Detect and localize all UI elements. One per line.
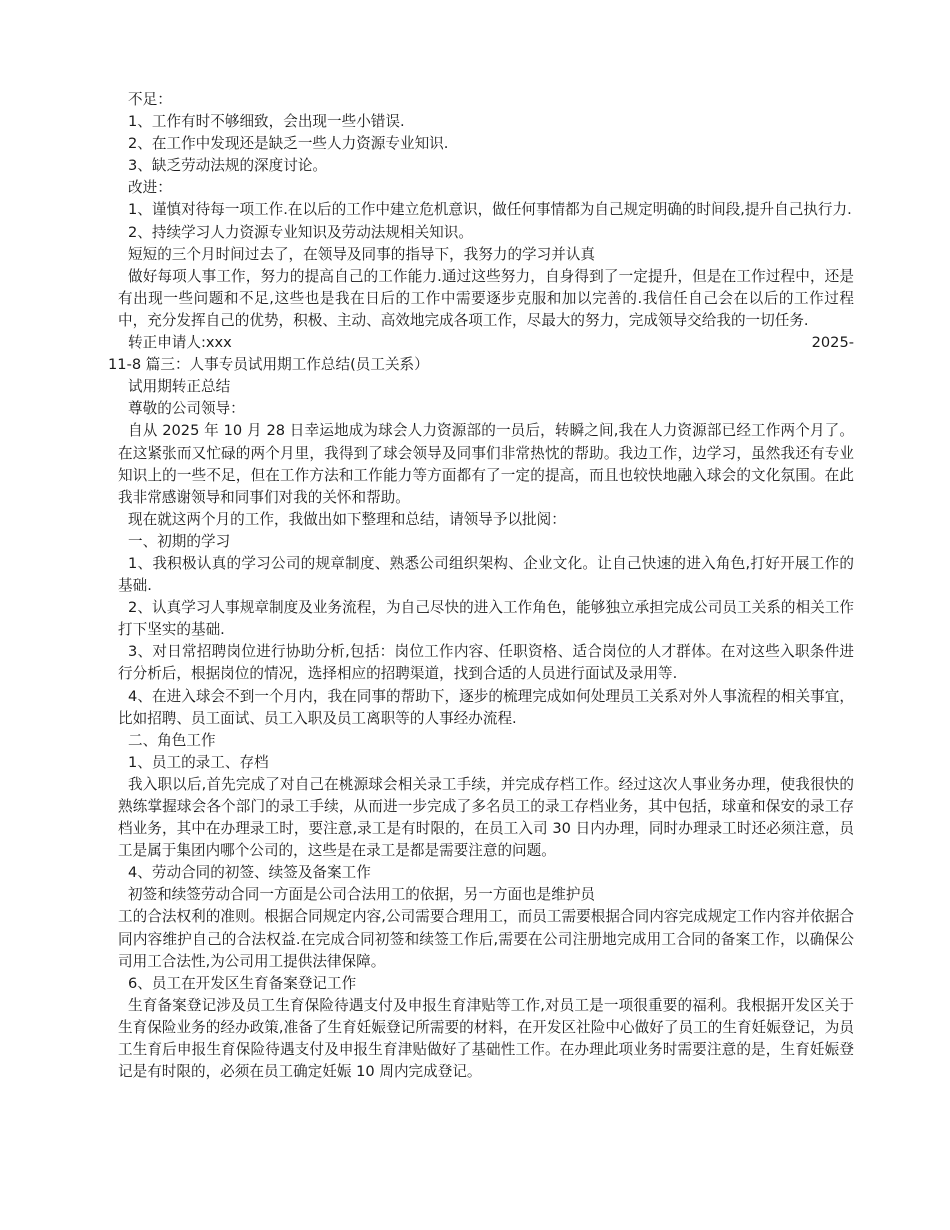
applicant-line xyxy=(118,332,854,354)
paragraph: 现在就这两个月的工作，我做出如下整理和总结，请领导予以批阅： xyxy=(128,510,566,528)
paragraph: 1、我积极认真的学习公司的规章制度、熟悉公司组织架构、企业文化。让自己快速的进入角色,打好开展工作的基础. xyxy=(118,554,854,595)
paragraph: 短短的三个月时间过去了，在领导及同事的指导下，我努力的学习并认真 xyxy=(128,245,596,263)
paragraph: 做好每项人事工作，努力的提高自己的工作能力.通过这些努力，自身得到了一定提升，但是在工作过程中，还是有出现一些问题和不足,这些也是我在日后的工作中需要逐步克服和加以完善的.我信任自己会在以后的工作过程中，充分发挥自己的优势，积极、主动、高效地完成各项工作，尽最大的努力，完成领导交给我的一切任务. xyxy=(118,267,854,329)
paragraph: 自从 2025 年 10 月 28 日幸运地成为球会人力资源部的一员后，转瞬之间,我在人力资源部已经工作两个月了。在这紧张而又忙碌的两个月里，我得到了球会领导及同事们非常热忱的帮助。我边工作，边学习，虽然我还有专业知识上的一些不足，但在工作方法和工作能力等方面都有了一定的提高，而且也较快地融入球会的文化氛围。在此我非常感谢领导和同事们对我的关怀和帮助。 xyxy=(118,422,854,506)
paragraph: 试用期转正总结 xyxy=(128,378,231,396)
subsection-heading: 4、劳动合同的初签、续签及备案工作 xyxy=(128,864,371,882)
applicant-date: 2025- xyxy=(811,334,854,352)
paragraph: 4、在进入球会不到一个月内，我在同事的帮助下，逐步的梳理完成如何处理员工关系对外人事流程的相关事宜，比如招聘、员工面试、员工入职及员工离职等的人事经办流程. xyxy=(118,687,854,727)
section-heading: 一、初期的学习 xyxy=(128,532,231,550)
section-heading: 二、角色工作 xyxy=(128,731,216,749)
paragraph: 初签和续签劳动合同一方面是公司合法用工的依据，另一方面也是维护员 xyxy=(128,886,596,904)
paragraph: 1、工作有时不够细致，会出现一些小错误. xyxy=(128,113,405,131)
paragraph: 3、缺乏劳动法规的深度讨论。 xyxy=(128,157,328,175)
paragraph: 3、对日常招聘岗位进行协助分析,包括：岗位工作内容、任职资格、适合岗位的人才群体。在对这些入职条件进行分析后，根据岗位的情况，选择相应的招聘渠道，找到合适的人员进行面试及录用等. xyxy=(118,643,854,683)
subsection-heading: 6、员工在开发区生育备案登记工作 xyxy=(128,974,357,992)
paragraph: 改进： xyxy=(128,179,172,197)
paragraph: 生育备案登记涉及员工生育保险待遇支付及申报生育津贴等工作,对员工是一项很重要的福利。我根据开发区关于生育保险业务的经办政策,准备了生育妊娠登记所需要的材料，在开发区社险中心做好了员工的生育妊娠登记，为员工生育后申报生育保险待遇支付及申报生育津贴做好了基础性工作。在办理此项业务时需要注意的是，生育妊娠登记是有时限的，必须在员工确定妊娠 10 周内完成登记。 xyxy=(118,996,854,1081)
paragraph: 我入职以后,首先完成了对自己在桃源球会相关录工手续，并完成存档工作。经过这次人事业务办理，使我很快的熟练掌握球会各个部门的录工手续，从而进一步完成了多名员工的录工存档业务，其中包括，球童和保安的录工存档业务，其中在办理录工时，要注意,录工是有时限的，在员工入司 30 日内办理，同时办理录工时还必须注意，员工是属于集团内哪个公司的，这些是在录工是都是需要注意的问题。 xyxy=(118,775,854,860)
paragraph: 工的合法权利的准则。根据合同规定内容,公司需要合理用工，而员工需要根据合同内容完成规定工作内容并依据合同内容维护自己的合法权益.在完成合同初签和续签工作后,需要在公司注册地完成用工合同的备案工作，以确保公司用工合法性,为公司用工提供法律保障。 xyxy=(118,908,854,970)
paragraph: 尊敬的公司领导： xyxy=(128,400,245,418)
applicant-label: 转正申请人:xxx xyxy=(128,334,232,352)
document-body xyxy=(108,89,854,1083)
subsection-heading: 1、员工的录工、存档 xyxy=(128,753,269,771)
paragraph: 2、在工作中发现还是缺乏一些人力资源专业知识. xyxy=(128,135,449,153)
paragraph: 不足： xyxy=(128,91,172,108)
paragraph: 11-8 篇三：人事专员试用期工作总结(员工关系） xyxy=(108,356,429,374)
paragraph: 2、持续学习人力资源专业知识及劳动法规相关知识。 xyxy=(128,223,473,241)
paragraph: 2、认真学习人事规章制度及业务流程，为自己尽快的进入工作角色，能够独立承担完成公司员工关系的相关工作打下坚实的基础. xyxy=(118,599,854,639)
paragraph: 1、谨慎对待每一项工作.在以后的工作中建立危机意识，做任何事情都为自己规定明确的时间段,提升自己执行力. xyxy=(128,201,852,219)
